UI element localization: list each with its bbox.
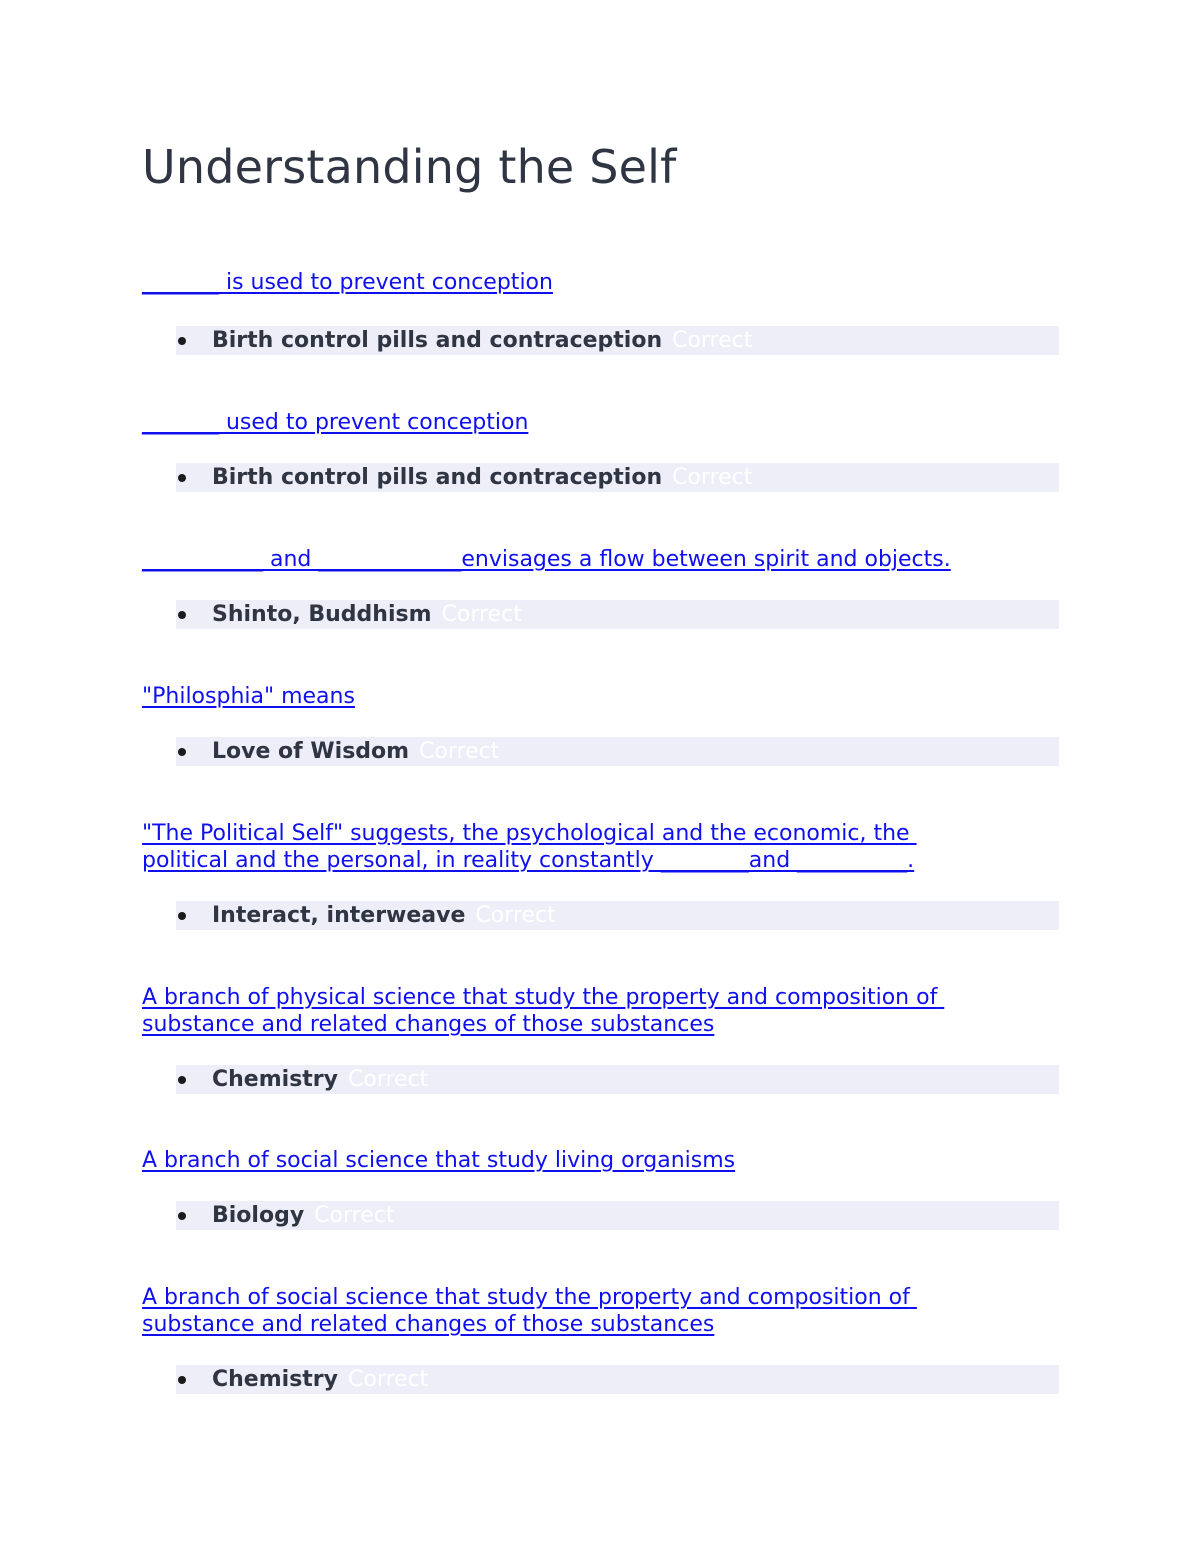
- question-block: [142, 546, 1062, 573]
- bullet-icon: [178, 748, 186, 756]
- status-label: Correct: [348, 1367, 429, 1392]
- status-label: Correct: [475, 903, 556, 928]
- answer-text: Chemistry Correct: [212, 1067, 429, 1092]
- answer-text: Interact, interweave Correct: [212, 903, 556, 928]
- question-block: [142, 683, 1062, 710]
- status-label: Correct: [314, 1203, 395, 1228]
- status-label: Correct: [419, 739, 500, 764]
- status-label: Correct: [441, 602, 522, 627]
- question-block: [142, 269, 1062, 296]
- question-block: [142, 1284, 992, 1338]
- answer-item: [176, 1365, 1059, 1394]
- answer-item: [176, 600, 1059, 629]
- question-link[interactable]: ___________ and _____________envisages a flow between spirit and objects.: [142, 547, 951, 572]
- answer-text: Love of Wisdom Correct: [212, 739, 500, 764]
- answer-item: [176, 1065, 1059, 1094]
- bullet-icon: [178, 474, 186, 482]
- question-link[interactable]: _______ is used to prevent conception: [142, 270, 553, 295]
- answer-item: [176, 1201, 1059, 1230]
- bullet-icon: [178, 912, 186, 920]
- question-link[interactable]: _______ used to prevent conception: [142, 410, 529, 435]
- bullet-icon: [178, 1376, 186, 1384]
- status-label: Correct: [672, 465, 753, 490]
- bullet-icon: [178, 1076, 186, 1084]
- status-label: Correct: [348, 1067, 429, 1092]
- page-title: Understanding the Self: [142, 140, 677, 194]
- answer-text: Birth control pills and contraception Correct: [212, 328, 753, 353]
- bullet-icon: [178, 1212, 186, 1220]
- question-link[interactable]: "The Political Self" suggests, the psychological and the economic, the political and the personal, in reality constantly ________and __________.: [142, 821, 917, 873]
- answer-text: Chemistry Correct: [212, 1367, 429, 1392]
- bullet-icon: [178, 611, 186, 619]
- bullet-icon: [178, 337, 186, 345]
- answer-text: Birth control pills and contraception Correct: [212, 465, 753, 490]
- question-link[interactable]: "Philosphia" means: [142, 684, 355, 709]
- status-label: Correct: [672, 328, 753, 353]
- answer-item: [176, 463, 1059, 492]
- answer-item: [176, 326, 1059, 355]
- question-link[interactable]: A branch of physical science that study the property and composition of substance and related changes of those substances: [142, 985, 945, 1037]
- answer-item: [176, 901, 1059, 930]
- question-link[interactable]: A branch of social science that study the property and composition of substance and related changes of those substances: [142, 1285, 917, 1337]
- answer-text: Shinto, Buddhism Correct: [212, 602, 522, 627]
- answer-item: [176, 737, 1059, 766]
- answer-text: Biology Correct: [212, 1203, 395, 1228]
- question-block: [142, 820, 1002, 874]
- question-link[interactable]: A branch of social science that study living organisms: [142, 1148, 736, 1173]
- question-block: [142, 1147, 1062, 1174]
- question-block: [142, 984, 1022, 1038]
- question-block: [142, 409, 1062, 436]
